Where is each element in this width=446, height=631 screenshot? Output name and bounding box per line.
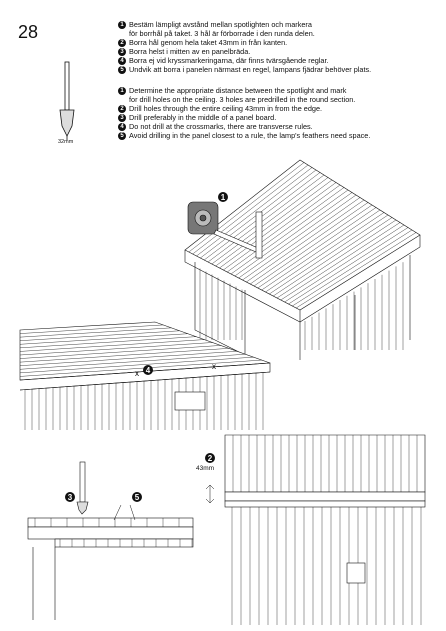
cross-section-scene [28,462,193,620]
drill-bit-size-label: 32mm [58,139,74,145]
instruction-text: Avoid drilling in the panel closest to a rule, the lamp's feathers need space. [129,130,371,140]
callout-4 [143,365,153,375]
callout-label: 1 [220,193,226,202]
callout-label: 4 [145,366,151,375]
instruction-text: Undvik att borra i panelen närmast en regel, lampans fjädrar behöver plats. [129,64,372,74]
callout-5 [132,492,142,502]
callout-label: 3 [67,493,73,502]
instruction-text: Drill preferably in the middle of a panel board. [129,112,277,122]
instruction-text: Bestäm lämpligt avstånd mellan spotlighten och markera [129,20,312,29]
step-number: 28 [18,22,39,42]
instruction-text: Do not drill at the crossmarks, there are transverse rules. [129,121,313,131]
measurement-label: 43mm [196,465,215,472]
step-badge: 4 [118,123,126,131]
step-badge: 4 [118,57,126,65]
callout-3 [65,492,75,502]
roof-scene-crossmarks [20,322,270,430]
step-badge: 5 [118,66,126,74]
step-badge: 3 [118,114,126,122]
step-badge: 2 [118,105,126,113]
instruction-text: for drill holes on the ceiling. 3 holes are predrilled in the round section. [129,94,356,104]
callout-1 [218,192,228,202]
wall-corner-scene [206,435,425,625]
instruction-text: Borra helst i mitten av en panelbräda. [129,46,251,56]
callout-2 [205,453,215,463]
callout-label: 2 [207,454,213,463]
instruction-text: Drill holes through the entire ceiling 43mm in from the edge. [129,103,323,113]
step-badge: 5 [118,132,126,140]
roof-scene-tape-measure [185,160,420,360]
crossmark: x [135,369,139,378]
instruction-text: Borra hål genom hela taket 43mm in från kanten. [129,37,288,47]
instruction-text: för borrhål på taket. 3 hål är förborrade i den runda delen. [129,28,315,38]
drill-bit-icon [60,62,74,140]
instruction-text: Determine the appropriate distance between the spotlight and mark [129,86,347,95]
crossmark: x [212,362,216,371]
step-badge: 2 [118,39,126,47]
instruction-text: Borra ej vid kryssmarkeringarna, där finns tvärsgående reglar. [129,55,329,65]
step-badge: 1 [118,87,126,95]
step-badge: 1 [118,21,126,29]
step-badge: 3 [118,48,126,56]
callout-label: 5 [134,493,140,502]
